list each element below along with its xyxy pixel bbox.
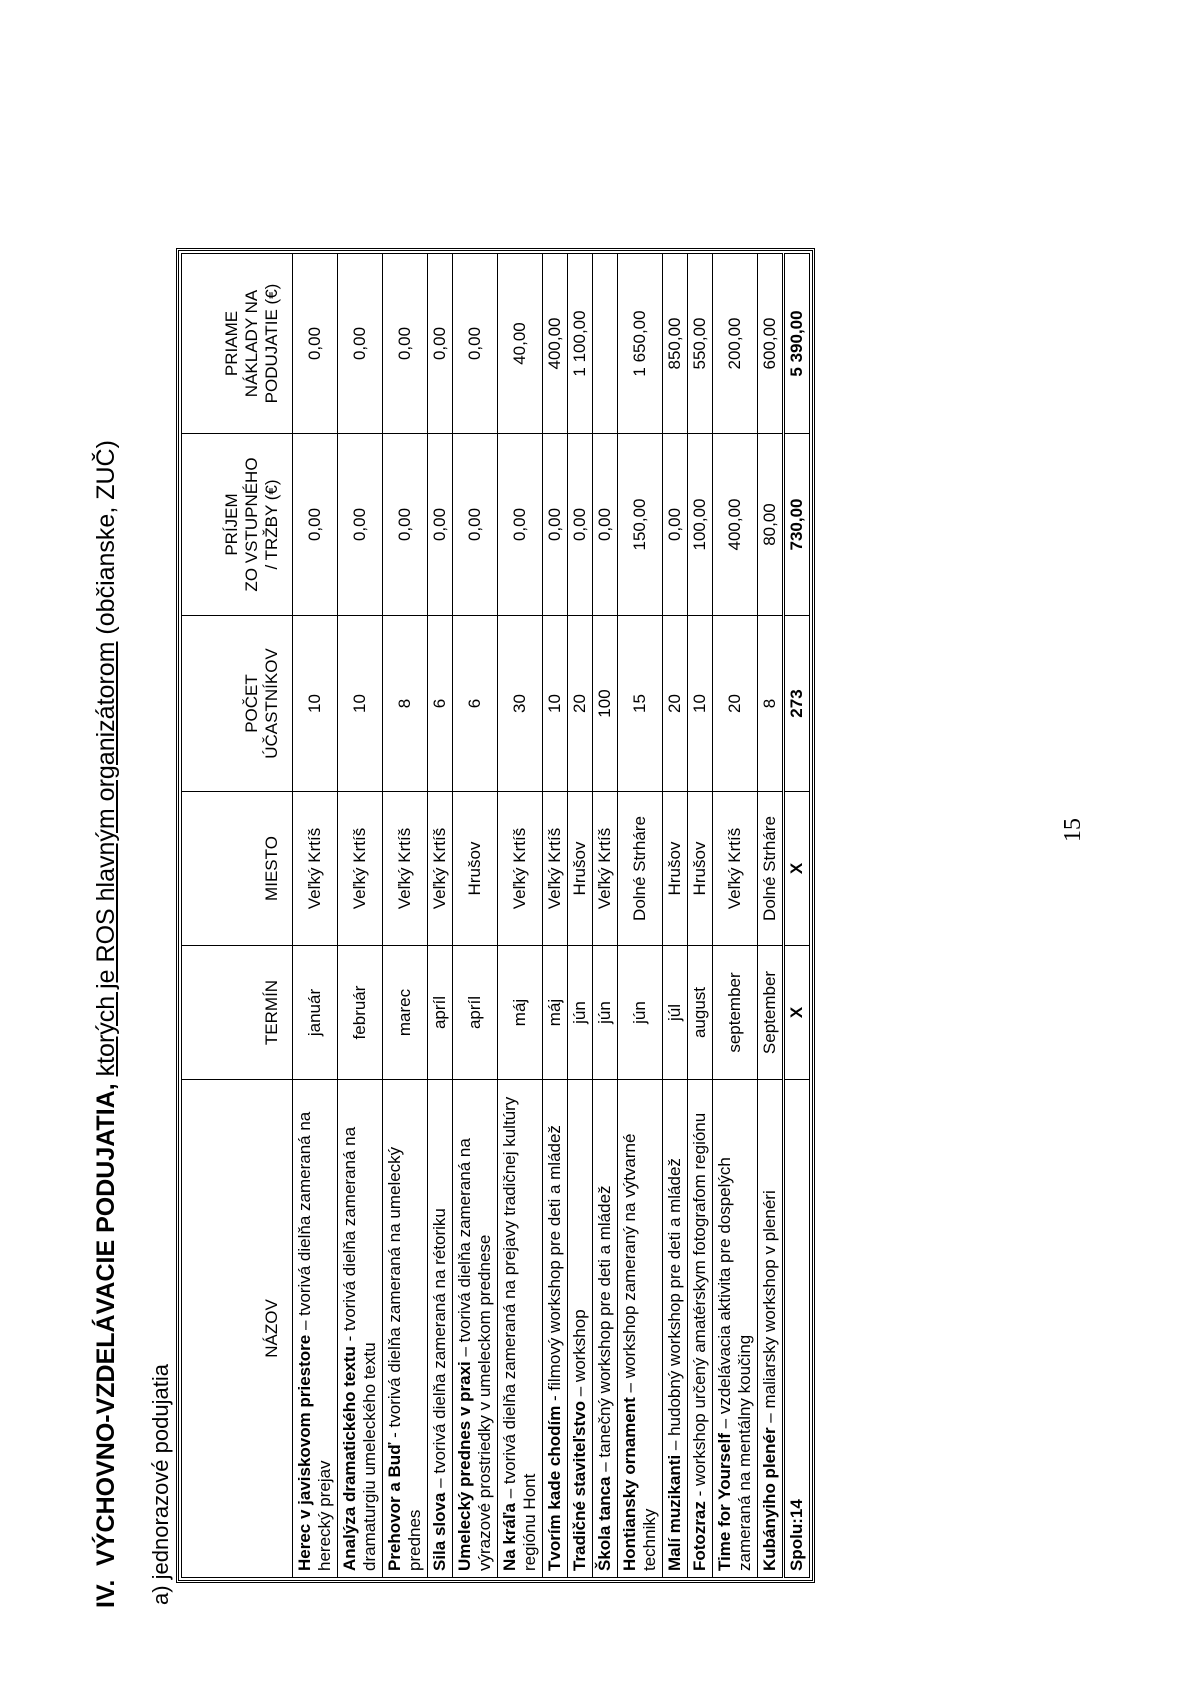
event-income: 80,00 [758,434,784,616]
page-number: 15 [1060,818,1086,842]
event-income: 0,00 [383,434,428,616]
event-income: 0,00 [338,434,383,616]
event-count: 10 [688,616,713,792]
event-name [293,1080,338,1578]
event-description: – vzdelávacia aktivita pre dospelých zameraná na mentálny koučing [715,1157,754,1571]
event-description: – tvorivá dielňa zameraná na herecký prejav [295,1111,334,1571]
event-count: 10 [543,616,568,792]
event-term: august [688,946,713,1080]
event-costs: 400,00 [543,254,568,434]
event-term: marec [383,946,428,1080]
table-row [758,254,784,1578]
event-description: - tvorivá dielňa zameraná na umelecký prednes [385,1146,424,1571]
total-row [784,254,810,1578]
total-income: 730,00 [784,434,810,616]
event-costs: 550,00 [688,254,713,434]
event-costs: 850,00 [663,254,688,434]
event-description: – tvorivá dielňa zameraná na výrazové prostriedky v umeleckom prednese [455,1138,494,1571]
event-place: Veľký Krtíš [498,792,543,946]
table-row [383,254,428,1578]
table-row [688,254,713,1578]
header-count-line1: POČET [242,674,261,733]
event-name [498,1080,543,1578]
event-name [758,1080,784,1578]
event-term: apríl [453,946,498,1080]
total-count: 273 [784,616,810,792]
event-place: Hrušov [663,792,688,946]
event-costs: 40,00 [498,254,543,434]
event-title: Umelecký prednes v praxi [455,1361,474,1571]
event-income: 0,00 [568,434,593,616]
event-place: Hrušov [568,792,593,946]
event-title: Herec v javiskovom priestore [295,1334,314,1571]
event-income: 0,00 [428,434,453,616]
event-name [338,1080,383,1578]
event-count: 10 [293,616,338,792]
event-name [428,1080,453,1578]
event-term: január [293,946,338,1080]
event-title: Prehovor a Buď [385,1442,404,1571]
event-count: 20 [663,616,688,792]
table-row [713,254,758,1578]
event-place: Veľký Krtíš [428,792,453,946]
table-row [618,254,663,1578]
event-title: Sila slova [430,1492,449,1571]
event-description: – maliarsky workshop v plenéri [760,1190,779,1428]
event-title: Fotozraz [690,1501,709,1571]
event-description: - filmový workshop pre deti a mládež [545,1125,564,1406]
event-count: 20 [713,616,758,792]
header-costs-line1: PRIAME [222,310,241,377]
events-table [181,253,810,1578]
table-row [498,254,543,1578]
table-row [293,254,338,1578]
table-header-row [182,254,293,1578]
event-place: Veľký Krtíš [713,792,758,946]
total-place: X [784,792,810,946]
event-description: – hudobný workshop pre deti a mládež [665,1158,684,1455]
event-income: 0,00 [453,434,498,616]
event-count: 6 [428,616,453,792]
event-name [568,1080,593,1578]
event-title: Tvorím kade chodím [545,1405,564,1571]
event-place: Veľký Krtíš [293,792,338,946]
header-count [182,616,293,792]
table-row [593,254,618,1578]
event-name [713,1080,758,1578]
event-count: 8 [758,616,784,792]
event-title: Malí muzikanti [665,1454,684,1571]
event-income: 0,00 [498,434,543,616]
event-income: 0,00 [293,434,338,616]
event-count: 8 [383,616,428,792]
total-costs: 5 390,00 [784,254,810,434]
event-term: máj [543,946,568,1080]
event-count: 15 [618,616,663,792]
event-count: 100 [593,616,618,792]
event-income: 0,00 [663,434,688,616]
event-income: 100,00 [688,434,713,616]
event-income: 0,00 [543,434,568,616]
event-costs: 1 650,00 [618,254,663,434]
event-place: Hrušov [453,792,498,946]
event-term: máj [498,946,543,1080]
header-income-line1: PRÍJEM [222,493,241,556]
event-term: september [713,946,758,1080]
event-description: – workshop [570,1309,589,1401]
event-place: Veľký Krtíš [593,792,618,946]
event-term: jún [568,946,593,1080]
event-costs: 0,00 [338,254,383,434]
event-costs [593,254,618,434]
event-costs: 200,00 [713,254,758,434]
event-term: júl [663,946,688,1080]
header-costs-line3: PODUJATIE (€) [262,283,281,404]
event-place: Dolné Strháre [758,792,784,946]
event-place: Veľký Krtíš [543,792,568,946]
event-costs: 0,00 [293,254,338,434]
event-name [688,1080,713,1578]
table-row [453,254,498,1578]
event-description: – tanečný workshop pre deti a mládež [595,1185,614,1477]
event-description: – tvorivá dielňa zameraná na prejavy tradičnej kultúry regiónu Hont [500,1096,539,1571]
event-description: – tvorivá dielňa zameraná na rétoriku [430,1208,449,1493]
event-name [543,1080,568,1578]
event-income: 0,00 [593,434,618,616]
section-title-suffix: (občianske, ZUČ) [92,440,120,635]
table-row [428,254,453,1578]
header-place: MIESTO [182,792,293,946]
event-title: Na kráľa [500,1503,519,1571]
event-name [663,1080,688,1578]
event-title: Tradičné staviteľstvo [570,1400,589,1571]
event-count: 6 [453,616,498,792]
event-place: Veľký Krtíš [383,792,428,946]
event-count: 20 [568,616,593,792]
event-title: Škola tanca [595,1476,614,1571]
event-description: - workshop určený amatérskym fotografom regiónu [690,1112,709,1502]
section-title: VÝCHOVNO-VZDELÁVACIE PODUJATIA, [92,1083,120,1566]
table-body [293,254,784,1578]
total-label: Spolu:14 [784,1080,810,1578]
event-place: Hrušov [688,792,713,946]
event-term: február [338,946,383,1080]
event-description: – workshop zameraný na výtvarné techniky [620,1133,659,1571]
event-title: Time for Yourself [715,1433,734,1571]
event-count: 10 [338,616,383,792]
header-income [182,434,293,616]
header-costs [182,254,293,434]
subsection-title: a) jednorazové podujatia [148,1364,173,1605]
event-title: Kubányiho plenér [760,1427,779,1571]
events-table-frame [176,248,815,1583]
event-name [453,1080,498,1578]
event-income: 400,00 [713,434,758,616]
event-costs: 0,00 [383,254,428,434]
event-term: jún [618,946,663,1080]
header-costs-line2: NÁKLADY NA [242,289,261,398]
event-name [383,1080,428,1578]
event-name [593,1080,618,1578]
header-income-line2: ZO VSTUPNÉHO [242,457,261,592]
event-term: September [758,946,784,1080]
table-row [663,254,688,1578]
header-count-line2: ÚČASTNÍKOV [262,648,281,759]
event-costs: 600,00 [758,254,784,434]
table-row [543,254,568,1578]
event-costs: 1 100,00 [568,254,593,434]
event-place: Dolné Strháre [618,792,663,946]
event-place: Veľký Krtíš [338,792,383,946]
event-term: jún [593,946,618,1080]
event-title: Hontiansky ornament [620,1397,639,1571]
total-term: X [784,946,810,1080]
event-costs: 0,00 [428,254,453,434]
header-name: NÁZOV [182,1080,293,1578]
table-row [338,254,383,1578]
header-income-line3: / TRŽBY (€) [262,479,281,570]
header-term: TERMÍN [182,946,293,1080]
event-income: 150,00 [618,434,663,616]
event-name [618,1080,663,1578]
section-heading [92,440,121,1608]
section-number: IV. [92,1579,120,1608]
table-row [568,254,593,1578]
event-costs: 0,00 [453,254,498,434]
event-count: 30 [498,616,543,792]
section-title-underlined: ktorých je ROS hlavným organizátorom [92,641,120,1077]
event-term: apríl [428,946,453,1080]
event-description: - tvorivá dielňa zameraná na dramaturgiu umeleckého textu [340,1126,379,1571]
event-title: Analýza dramatického textu [340,1346,359,1571]
